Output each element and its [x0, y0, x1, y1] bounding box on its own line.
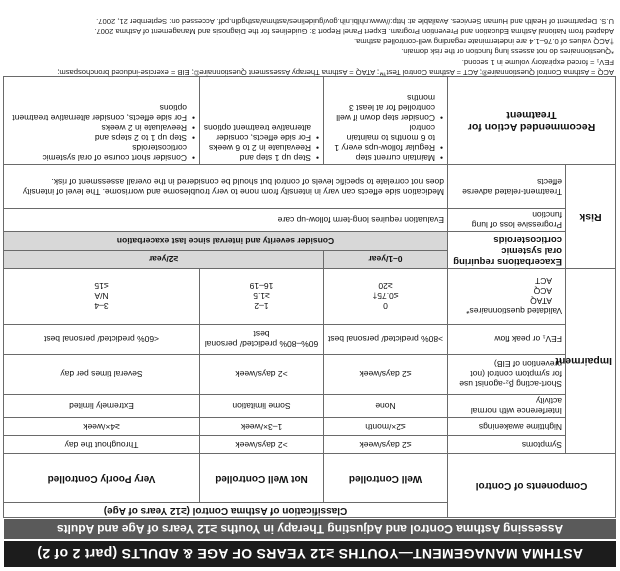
not-well-cell: >2 days/week	[200, 436, 324, 454]
very-poorly-cell: <60% predicted/ personal best	[3, 324, 199, 354]
not-well-cell: 60%–80% predicted/ personal best	[200, 324, 324, 354]
footnote: †ACQ values of 0.76–1.4 are indeterminate regarding well-controlled asthma.	[353, 37, 614, 47]
well-controlled-header: Well Controlled	[324, 454, 448, 503]
very-poorly-cell	[3, 268, 199, 324]
table-row	[3, 250, 615, 268]
component-label: Treatment-related adverse effects	[448, 165, 566, 209]
very-poorly-cell: Several times per day	[3, 354, 199, 394]
not-well-controlled-header: Not Well Controlled	[200, 454, 324, 503]
component-label: Symptoms	[448, 436, 566, 454]
exacerbation-other-cell: ≥2/year	[3, 250, 323, 268]
not-well-atag: 1–2	[254, 301, 269, 312]
component-label: Short-acting β₂-agonist use for symptom control (not prevention of EIB)	[448, 354, 566, 394]
questionnaires-label	[448, 268, 566, 324]
very-poorly-acq: N/A	[94, 291, 109, 302]
well-atag: 0	[383, 301, 388, 312]
footnote: U.S. Department of Health and Human Services. Available at: http://www.nhlbi.nih.gov/guidelines/asthma/asthgdln.pdf. Accessed on: September 21, 2007.	[96, 16, 614, 26]
table-row	[3, 418, 615, 436]
well-cell	[324, 268, 448, 324]
list-item: • For side effects, consider alternative treatment options	[203, 123, 311, 143]
not-well-action-cell	[200, 77, 324, 165]
questionnaires-title: Validated questionnaires*	[466, 306, 562, 317]
classification-header: Classification of Asthma Control (≥12 Years of Age)	[3, 503, 447, 518]
component-label: FEV₁ or peak flow	[448, 324, 566, 354]
list-item: • For side effects, consider alternative treatment options	[7, 103, 187, 123]
table-row	[3, 354, 615, 394]
impairment-label: Impairment	[566, 268, 616, 453]
table-row	[3, 436, 615, 454]
very-poorly-cell: Extremely limited	[3, 394, 199, 417]
risk-label: Risk	[566, 165, 616, 269]
list-item: • Maintain current step	[327, 153, 435, 163]
very-poorly-act: ≤15	[94, 281, 109, 292]
well-act: ≥20	[378, 281, 393, 292]
well-cell: ≤2×/month	[324, 418, 448, 436]
well-cell: ≤2 days/week	[324, 436, 448, 454]
act-label: ACT	[535, 276, 552, 287]
list-item: • Consider short course of oral systemic corticosteroids	[7, 143, 187, 163]
components-header: Components of Control	[448, 454, 616, 518]
asthma-control-table	[3, 76, 616, 518]
footnotes	[6, 16, 614, 78]
not-well-cell: >2 days/week	[200, 354, 324, 394]
table-row	[3, 77, 615, 165]
very-poorly-controlled-header: Very Poorly Controlled	[3, 454, 199, 503]
list-item: • Step up 1 to 2 steps and	[7, 133, 187, 143]
very-poorly-cell: Throughout the day	[3, 436, 199, 454]
table-subtitle: Assessing Asthma Control and Adjusting Therapy in Youths ≥12 Years of Age and Adults	[4, 519, 616, 539]
well-cell: >80% predicted/ personal best	[324, 324, 448, 354]
list-item: • Reevaluate in 2 weeks	[7, 123, 187, 133]
exacerbation-note: Consider severity and interval since last exacerbation	[3, 232, 447, 250]
not-well-cell	[200, 268, 324, 324]
document-title: ASTHMA MANAGEMENT—YOUTHS ≥12 YEARS OF AGE & ADULTS (part 2 of 2)	[4, 541, 616, 567]
table-row	[3, 268, 615, 324]
not-well-act: 16–19	[249, 281, 274, 292]
list-item: • Step up 1 step and	[203, 153, 311, 163]
well-cell: None	[324, 394, 448, 417]
adverse-effects-note: Medication side effects can vary in intensity from none to very troublesome and worrisome. The level of intensity does not correlate to specific levels of control but should be considered in the overall assessment of risk.	[3, 165, 447, 209]
footnote: Adapted from National Asthma Education and Prevention Program. Expert Panel Report 3: Guidelines for the Diagnosis and Management of Asthma 2007.	[94, 27, 614, 36]
component-label: Nighttime awakenings	[448, 418, 566, 436]
list-item: • Reevaluate in 2 to 6 weeks	[203, 143, 311, 153]
list-item: • Consider step down if well controlled for at least 3 months	[327, 93, 435, 123]
component-label: Progressive loss of lung function	[448, 209, 566, 232]
component-label: Interference with normal activity	[448, 394, 566, 417]
lung-function-note: Evaluation requires long-term follow-up care	[3, 209, 447, 232]
list-item: • Regular follow-ups every 1 to 6 months to maintain control	[327, 123, 435, 153]
not-well-acq: ≥1.5	[253, 291, 270, 302]
table-row	[3, 324, 615, 354]
very-poorly-action-cell	[3, 77, 199, 165]
footnote: FEV₁ = forced expiratory volume in 1 second.	[461, 57, 614, 67]
exacerbation-well-cell: 0–1/year	[324, 250, 448, 268]
footnote: *Questionnaires do not assess lung function or the risk domain.	[401, 47, 614, 57]
well-action-cell	[324, 77, 448, 165]
very-poorly-atag: 3–4	[94, 301, 109, 312]
recommended-action-label: Recommended Action for Treatment	[448, 77, 616, 165]
table-row	[3, 165, 615, 209]
very-poorly-cell: ≥4×/week	[3, 418, 199, 436]
table-row	[3, 209, 615, 232]
atag-label: ATAQ	[530, 296, 552, 307]
acq-label: ACQ	[533, 286, 552, 297]
exacerbations-label: Exacerbations requiring oral systemic corticosteroids	[448, 232, 566, 269]
not-well-cell: 1–3×/week	[200, 418, 324, 436]
well-acq: ≤0.75†	[372, 291, 399, 302]
not-well-cell: Some limitation	[200, 394, 324, 417]
well-cell: ≤2 days/week	[324, 354, 448, 394]
table-row	[3, 394, 615, 417]
footnote: ACQ = Asthma Control Questionnaire®; ACT = Asthma Control Test™; ATAQ = Asthma Therapy Assessment Questionnaire©; EIB = exercise-induced bronchospasm;	[57, 68, 614, 77]
